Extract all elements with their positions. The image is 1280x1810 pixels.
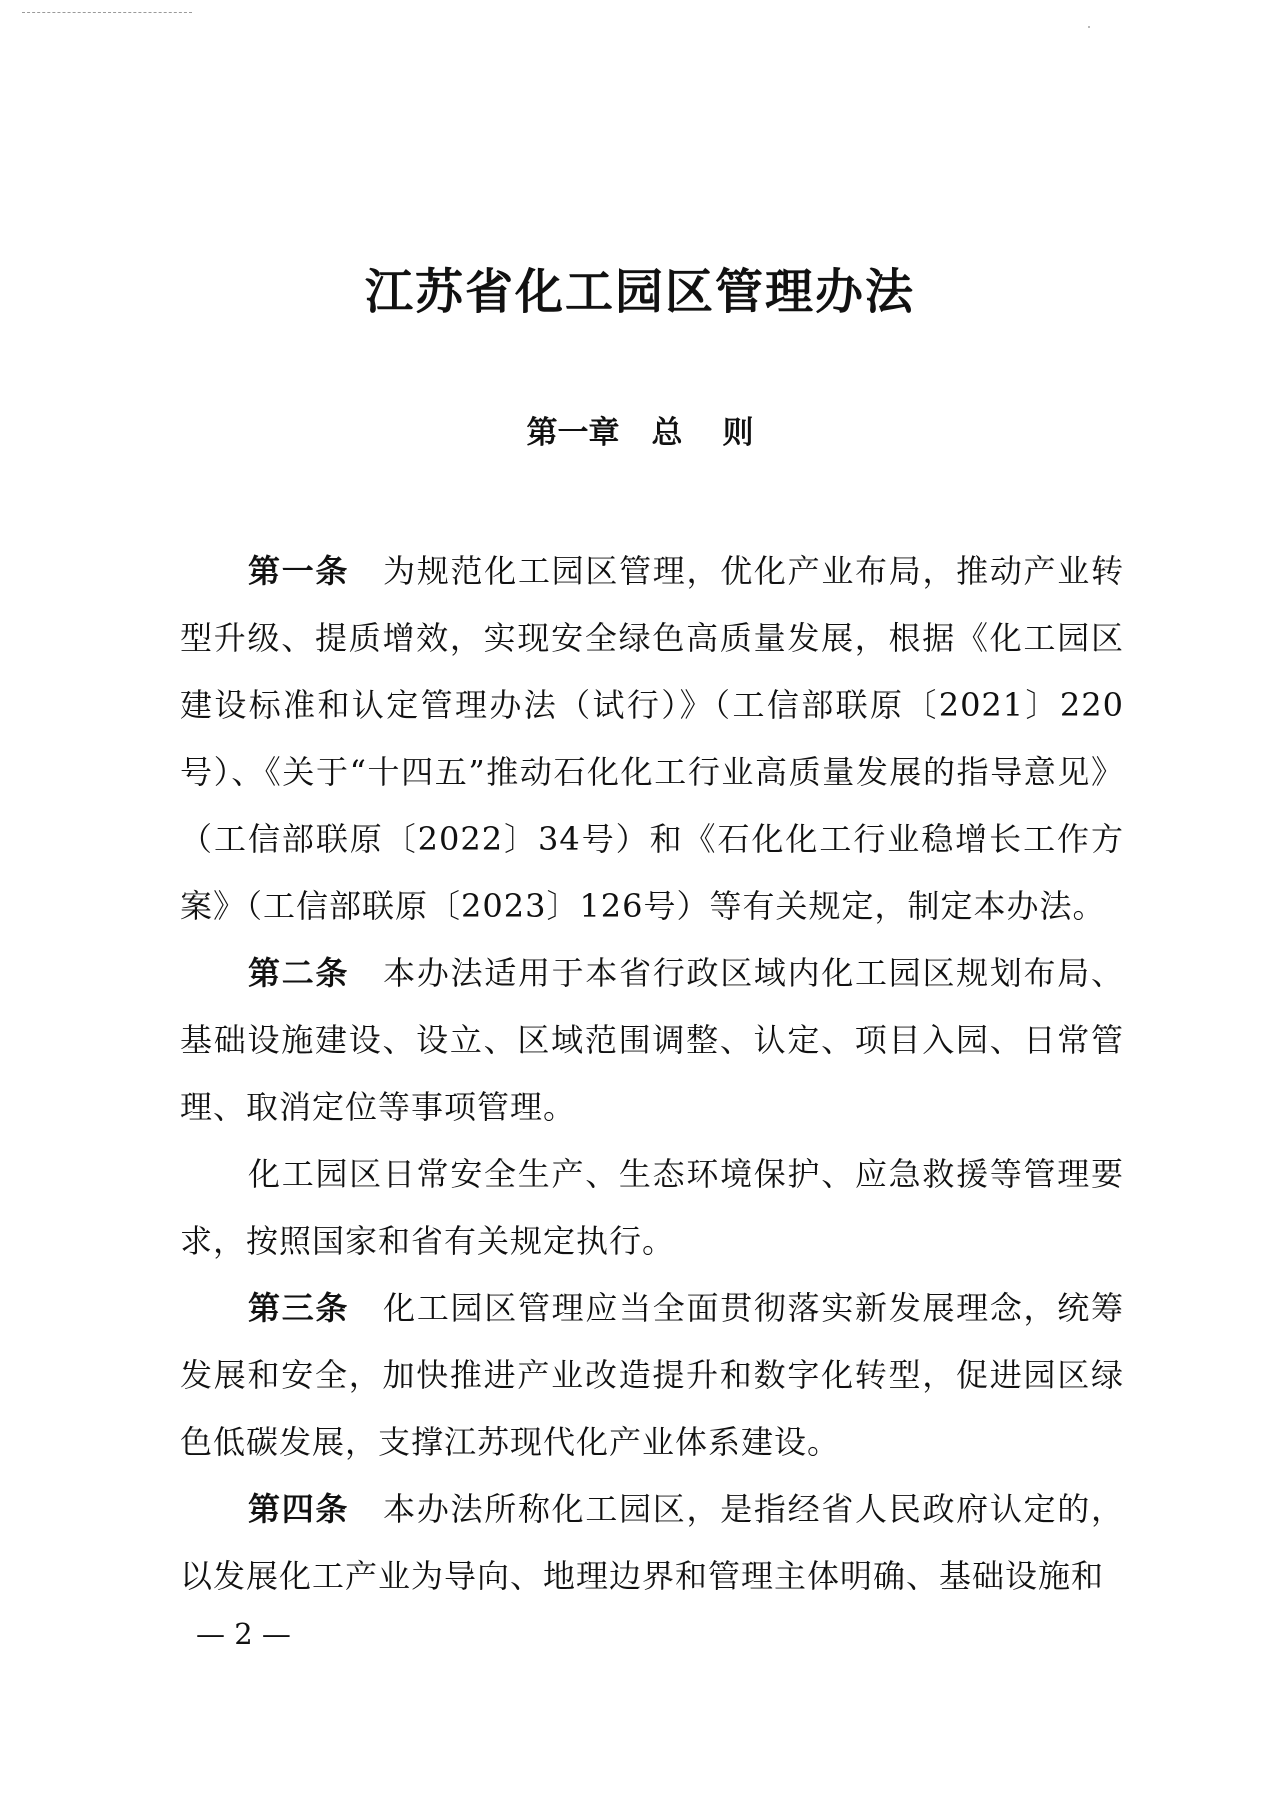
article-3-label: 第三条 — [248, 1289, 350, 1327]
article-3-text: 化工园区管理应当全面贯彻落实新发展理念，统筹发展和安全，加快推进产业改造提升和数字化转型，促进园区绿色低碳发展，支撑江苏现代化产业体系建设。 — [180, 1289, 1124, 1461]
article-2-text: 本办法适用于本省行政区域内化工园区规划布局、基础设施建设、设立、区域范围调整、认定、项目入园、日常管理、取消定位等事项管理。 — [180, 954, 1124, 1126]
article-3-paragraph — [180, 1275, 1124, 1476]
chapter-label: 第一章 — [526, 415, 620, 451]
article-1-text: 为规范化工园区管理，优化产业布局，推动产业转型升级、提质增效，实现安全绿色高质量发展，根据《化工园区建设标准和认定管理办法（试行）》（工信部联原〔2021〕220号）、《关于“十四五”推动石化化工行业高质量发展的指导意见》（工信部联原〔2022〕34号）和《石化化工行业稳增长工作方案》（工信部联原〔2023〕126号）等有关规定，制定本办法。 — [180, 552, 1124, 925]
scan-artifact-dot — [1088, 26, 1090, 28]
page-number: — 2 — — [196, 1617, 291, 1651]
article-4-text: 本办法所称化工园区，是指经省人民政府认定的，以发展化工产业为导向、地理边界和管理主体明确、基础设施和 — [180, 1490, 1124, 1595]
article-2-paragraph — [180, 940, 1124, 1141]
chapter-title-part2: 则 — [722, 415, 754, 451]
scan-artifact-line — [22, 12, 192, 14]
chapter-heading — [0, 415, 1280, 451]
article-2-continuation-paragraph — [180, 1141, 1124, 1275]
document-title: 江苏省化工园区管理办法 — [364, 264, 915, 320]
article-4-label: 第四条 — [248, 1490, 350, 1528]
article-2-label: 第二条 — [248, 954, 350, 992]
chapter-title-part1: 总 — [651, 415, 683, 451]
document-body — [180, 538, 1124, 1610]
article-1-paragraph — [180, 538, 1124, 940]
article-4-paragraph — [180, 1476, 1124, 1610]
article-1-label: 第一条 — [248, 552, 350, 590]
article-2-continuation-text: 化工园区日常安全生产、生态环境保护、应急救援等管理要求，按照国家和省有关规定执行。 — [180, 1155, 1124, 1260]
